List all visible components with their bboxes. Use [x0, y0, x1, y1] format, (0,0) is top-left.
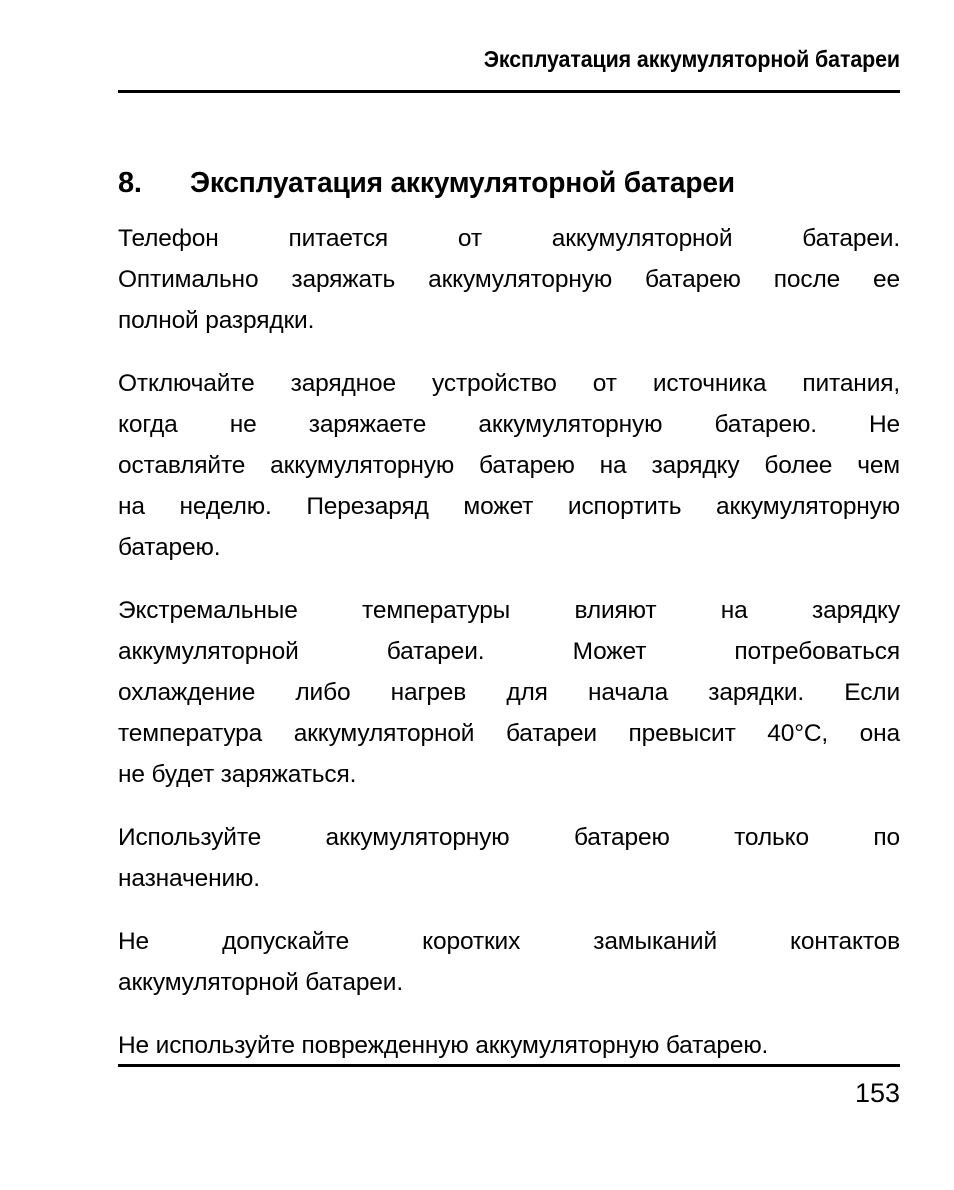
page-content: [118, 164, 900, 1066]
paragraph-line: полной разрядки.: [118, 307, 315, 334]
paragraph: [118, 1025, 900, 1066]
footer-rule: [118, 1064, 900, 1067]
section-title: Эксплуатация аккумуляторной батареи: [190, 167, 735, 199]
section-heading: [118, 164, 900, 202]
paragraph-line: охлаждение либо нагрев для начала зарядки. Если: [118, 679, 900, 706]
paragraph-line: Используйте аккумуляторную батарею только по: [118, 824, 900, 851]
paragraph-line: температура аккумуляторной батареи превысит 40°C, она: [118, 720, 900, 747]
paragraph-line: Телефон питается от аккумуляторной батареи.: [118, 225, 900, 252]
running-header-title: Эксплуатация аккумуляторной батареи: [483, 46, 900, 72]
paragraph-line: аккумуляторной батареи.: [118, 969, 403, 996]
paragraph: [118, 817, 900, 899]
paragraph-line: Не допускайте коротких замыканий контактов: [118, 928, 900, 955]
page-number: 153: [854, 1078, 900, 1108]
paragraph-list: [118, 218, 900, 1066]
paragraph-line: Оптимально заряжать аккумуляторную батарею после ее: [118, 266, 900, 293]
paragraph-line: Отключайте зарядное устройство от источника питания,: [118, 370, 900, 397]
paragraph-line: когда не заряжаете аккумуляторную батарею. Не: [118, 411, 900, 438]
paragraph: [118, 590, 900, 795]
paragraph-line: Не используйте поврежденную аккумуляторную батарею.: [118, 1032, 769, 1059]
section-number: 8.: [118, 167, 142, 199]
paragraph-line: назначению.: [118, 865, 260, 892]
paragraph-line: оставляйте аккумуляторную батарею на зарядку более чем: [118, 452, 900, 479]
paragraph-line: аккумуляторной батареи. Может потребоваться: [118, 638, 900, 665]
paragraph-line: не будет заряжаться.: [118, 761, 357, 788]
paragraph: [118, 921, 900, 1003]
header-rule: [118, 90, 900, 93]
paragraph: [118, 218, 900, 341]
paragraph-line: батарею.: [118, 534, 221, 561]
paragraph-line: Экстремальные температуры влияют на зарядку: [118, 597, 900, 624]
paragraph-line: на неделю. Перезаряд может испортить аккумуляторную: [118, 493, 900, 520]
paragraph: [118, 363, 900, 568]
